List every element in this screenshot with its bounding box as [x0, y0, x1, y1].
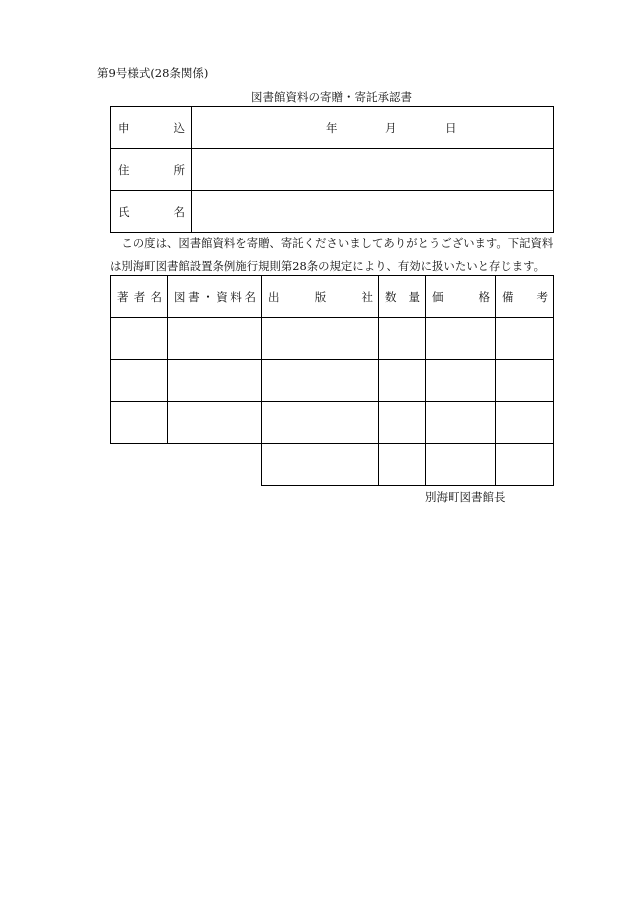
- address-value-cell: [192, 149, 554, 191]
- signature-library-director: 別海町図書館長: [425, 490, 506, 504]
- document-title: 図書館資料の寄贈・寄託承認書: [251, 90, 412, 104]
- header-remarks: [496, 276, 554, 318]
- table-cell: [168, 318, 262, 360]
- blank-cell: [111, 444, 168, 486]
- header-publisher-label: [262, 290, 378, 304]
- name-value-cell: [192, 191, 554, 233]
- label-char: 氏: [118, 204, 130, 219]
- label-char: 申: [118, 120, 130, 135]
- name-label: [111, 205, 191, 219]
- table-cell: [496, 360, 554, 402]
- header-author: [111, 276, 168, 318]
- label-char: 図: [174, 289, 186, 304]
- label-char: 資: [216, 289, 228, 304]
- label-char: 備: [502, 289, 514, 304]
- label-char: 格: [478, 289, 490, 304]
- header-quantity: [379, 276, 426, 318]
- address-row: [111, 149, 554, 191]
- application-date-cell: [192, 107, 554, 149]
- table-cell: [426, 444, 496, 486]
- table-cell: [496, 318, 554, 360]
- table-cell: [262, 318, 379, 360]
- table-row-partial: [111, 444, 554, 486]
- table-cell: [111, 318, 168, 360]
- label-char: 者: [133, 289, 146, 304]
- message-line-2: は別海町図書館設置条例施行規則第28条の規定により、有効に扱いたいと存じます。: [110, 259, 546, 273]
- application-label-cell: [111, 107, 192, 149]
- address-label-cell: [111, 149, 192, 191]
- materials-table: [110, 275, 554, 486]
- table-cell: [262, 444, 379, 486]
- address-label: [111, 163, 191, 177]
- table-cell: [111, 360, 168, 402]
- table-cell: [496, 402, 554, 444]
- header-price: [426, 276, 496, 318]
- materials-header-row: [111, 276, 554, 318]
- header-material-name-label: [168, 290, 261, 304]
- label-char: 所: [173, 162, 185, 177]
- table-cell: [168, 402, 262, 444]
- name-row: [111, 191, 554, 233]
- label-char: 名: [173, 204, 185, 219]
- application-row: [111, 107, 554, 149]
- table-cell: [111, 402, 168, 444]
- table-cell: [379, 318, 426, 360]
- name-label-cell: [111, 191, 192, 233]
- table-cell: [426, 402, 496, 444]
- label-char: ・: [202, 289, 214, 304]
- label-char: 書: [188, 289, 200, 304]
- label-char: 出: [268, 289, 280, 304]
- table-cell: [379, 444, 426, 486]
- label-char: 価: [432, 289, 444, 304]
- label-char: 数: [385, 289, 397, 304]
- table-cell: [262, 402, 379, 444]
- table-cell: [426, 318, 496, 360]
- label-char: 社: [361, 289, 373, 304]
- year-label: 年: [326, 120, 338, 135]
- label-char: 名: [150, 289, 162, 304]
- message-line-1: この度は、図書館資料を寄贈、寄託くださいましてありがとうございます。下記資料: [110, 236, 553, 250]
- header-quantity-label: [379, 290, 425, 304]
- table-row: [111, 318, 554, 360]
- header-author-label: [111, 290, 167, 304]
- month-label: 月: [385, 120, 397, 135]
- label-char: 量: [408, 289, 420, 304]
- label-char: 住: [118, 162, 130, 177]
- blank-cell: [168, 444, 262, 486]
- day-label: 日: [445, 120, 457, 135]
- application-label: [111, 121, 191, 135]
- label-char: 名: [244, 289, 256, 304]
- table-cell: [168, 360, 262, 402]
- label-char: 込: [173, 120, 185, 135]
- table-cell: [379, 402, 426, 444]
- table-cell: [379, 360, 426, 402]
- label-char: 料: [230, 289, 242, 304]
- applicant-info-table: [110, 106, 554, 233]
- table-row: [111, 360, 554, 402]
- header-publisher: [262, 276, 379, 318]
- header-remarks-label: [496, 290, 553, 304]
- table-cell: [262, 360, 379, 402]
- label-char: 考: [536, 289, 548, 304]
- form-number: 第9号様式(28条関係): [97, 66, 209, 80]
- table-cell: [426, 360, 496, 402]
- header-price-label: [426, 290, 495, 304]
- label-char: 版: [314, 289, 327, 304]
- label-char: 著: [117, 289, 129, 304]
- table-row: [111, 402, 554, 444]
- header-material-name: [168, 276, 262, 318]
- table-cell: [496, 444, 554, 486]
